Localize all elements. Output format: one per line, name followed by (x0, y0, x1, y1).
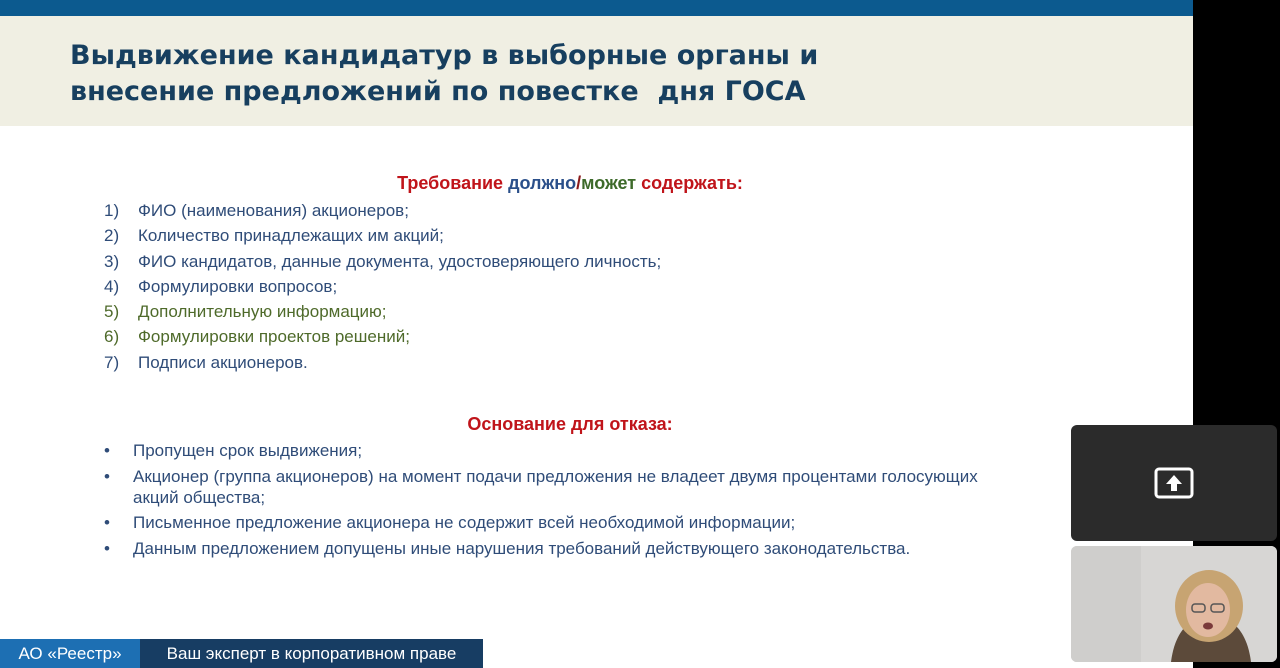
participant-video[interactable] (1071, 546, 1277, 662)
list-item-text: ФИО кандидатов, данные документа, удостоверяющего личность; (138, 251, 662, 271)
requirement-heading-may: может (581, 173, 637, 193)
participant-video-frame (1071, 546, 1277, 662)
list-item-number: 3) (104, 251, 120, 271)
requirement-heading (0, 173, 1140, 194)
list-item-number: 5) (104, 302, 120, 322)
list-item (104, 512, 984, 533)
list-item (104, 440, 984, 461)
bullet-icon: • (104, 466, 110, 486)
list-item-number: 4) (104, 276, 120, 296)
footer-company: АО «Реестр» (0, 639, 140, 668)
list-item-text: Пропущен срок выдвижения; (133, 441, 363, 460)
refusal-list (104, 440, 984, 563)
list-item (104, 223, 661, 248)
list-item (104, 299, 661, 324)
share-screen-icon[interactable] (1154, 467, 1194, 499)
list-item (104, 249, 661, 274)
slide-title-line-2: внесение предложений по повестке дня ГОСА (70, 76, 806, 107)
bullet-icon: • (104, 513, 110, 532)
slide-top-bar (0, 0, 1193, 16)
list-item-text: Формулировки проектов решений; (138, 327, 410, 347)
bullet-icon: • (104, 538, 110, 558)
requirement-heading-part5: содержать: (636, 173, 743, 193)
footer-slogan: Ваш эксперт в корпоративном праве (140, 639, 483, 668)
requirement-heading-part1: Требование (397, 173, 509, 193)
list-item-number: 2) (104, 226, 120, 246)
list-item-text: Подписи акционеров. (138, 352, 308, 372)
list-item (104, 324, 661, 349)
refusal-heading: Основание для отказа: (467, 414, 673, 434)
list-item (104, 538, 984, 559)
list-item-number: 6) (104, 327, 120, 347)
list-item-text: Данным предложением допущены иные нарушения требований действующего законодательства. (133, 538, 911, 558)
requirement-heading-must: должно (508, 173, 577, 193)
slide-title-line-1: Выдвижение кандидатур в выборные органы и (70, 40, 819, 71)
list-item-text: Формулировки вопросов; (138, 276, 338, 296)
list-item (104, 350, 661, 375)
participant-mouth (1203, 623, 1213, 630)
list-item-text: Акционер (группа акционеров) на момент подачи предложения не владеет двумя процентами голосующих акций общества; (133, 466, 978, 507)
slide-title (70, 38, 818, 110)
list-item-text: Количество принадлежащих им акций; (138, 226, 444, 246)
list-item-text: ФИО (наименования) акционеров; (138, 201, 409, 220)
share-screen-tile[interactable] (1071, 425, 1277, 541)
list-item-text: Дополнительную информацию; (138, 302, 387, 322)
bullet-icon: • (104, 441, 110, 460)
list-item (104, 466, 984, 508)
list-item (104, 198, 661, 223)
list-item (104, 274, 661, 299)
list-item-number: 7) (104, 352, 120, 372)
requirement-heading-slash: / (576, 173, 582, 193)
list-item-number: 1) (104, 201, 120, 220)
requirements-list (104, 198, 661, 375)
list-item-text: Письменное предложение акционера не содержит всей необходимой информации; (133, 513, 796, 532)
